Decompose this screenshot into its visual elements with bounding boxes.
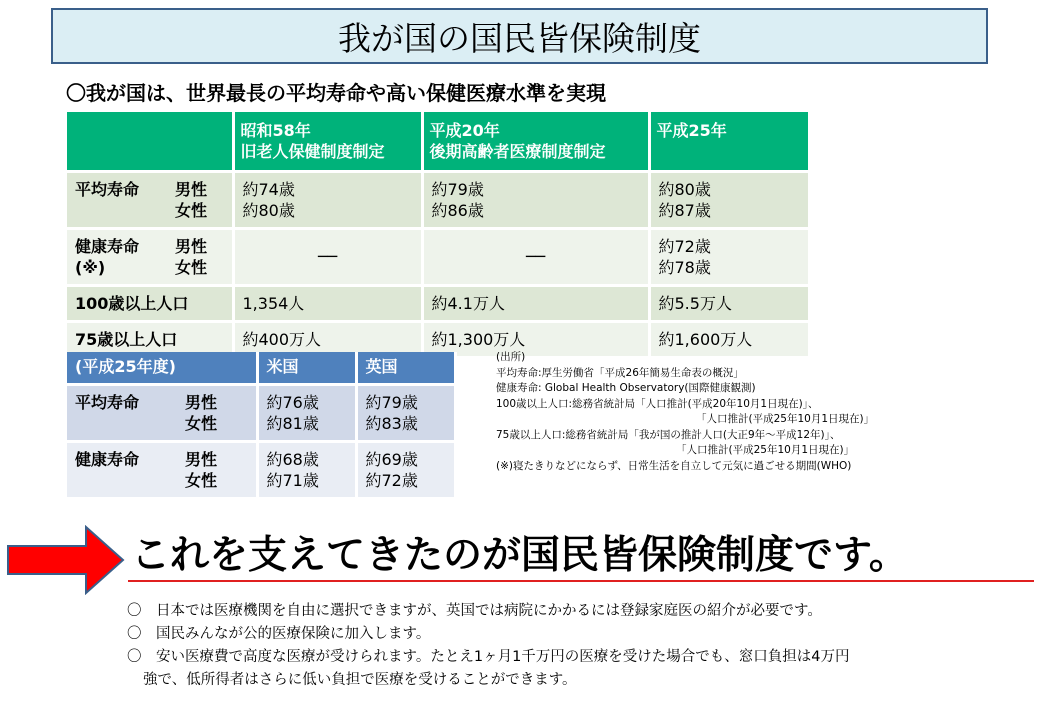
subtitle: 〇我が国は、世界最長の平均寿命や高い保健医療水準を実現 bbox=[66, 81, 606, 105]
list-item: 〇 安い医療費で高度な医療が受けられます。たとえ1ヶ月1千万円の医療を受けた場合でも、窓口負担は4万円 bbox=[127, 649, 850, 665]
table-cell: 約79歳 約86歳 bbox=[422, 172, 649, 229]
right-arrow-icon bbox=[6, 525, 126, 595]
table-cell: 約76歳 約81歳 bbox=[257, 384, 356, 441]
table2-header-label: (平成25年度) bbox=[67, 352, 257, 384]
table-cell: 約68歳 約71歳 bbox=[257, 441, 356, 498]
table-row bbox=[67, 229, 809, 286]
table-cell: ── bbox=[422, 229, 649, 286]
table2-header-us: 米国 bbox=[257, 352, 356, 384]
table1-header-corner bbox=[67, 112, 233, 172]
row-label: 平均寿命 男性 女性 bbox=[67, 172, 233, 229]
table-cell: 約72歳 約78歳 bbox=[649, 229, 809, 286]
table-cell: 1,354人 bbox=[233, 286, 422, 322]
table1-header-col1: 昭和58年 旧老人保健制度制定 bbox=[233, 112, 422, 172]
list-item: 強で、低所得者はさらに低い負担で医療を受けることができます。 bbox=[143, 672, 577, 688]
table-cell: 約5.5万人 bbox=[649, 286, 809, 322]
table-cell: 約400万人 bbox=[233, 322, 422, 358]
life-expectancy-table bbox=[67, 112, 811, 359]
table-cell: 約79歳 約83歳 bbox=[356, 384, 455, 441]
list-item: 〇 国民みんなが公的医療保険に加入します。 bbox=[127, 626, 431, 642]
table2-header-uk: 英国 bbox=[356, 352, 455, 384]
table-cell: ── bbox=[233, 229, 422, 286]
table1-header-col3: 平成25年 bbox=[649, 112, 809, 172]
table-row bbox=[67, 286, 809, 322]
notes-list bbox=[127, 600, 1027, 692]
table-row bbox=[67, 384, 455, 441]
table-cell: 約80歳 約87歳 bbox=[649, 172, 809, 229]
row-label: 100歳以上人口 bbox=[67, 286, 233, 322]
table-cell: 約1,600万人 bbox=[649, 322, 809, 358]
table1-header-col2: 平成20年 後期高齢者医療制度制定 bbox=[422, 112, 649, 172]
row-label: 健康寿命 男性 (※) 女性 bbox=[67, 229, 233, 286]
table-cell: 約74歳 約80歳 bbox=[233, 172, 422, 229]
row-label: 平均寿命 男性 女性 bbox=[67, 384, 257, 441]
table-cell: 約69歳 約72歳 bbox=[356, 441, 455, 498]
row-label: 75歳以上人口 bbox=[67, 322, 233, 358]
table-row bbox=[67, 441, 455, 498]
list-item: 〇 日本では医療機関を自由に選択できますが、英国では病院にかかるには登録家庭医の紹介が必要です。 bbox=[127, 603, 822, 619]
slogan: これを支えてきたのが国民皆保険制度です。 bbox=[131, 533, 908, 578]
table-cell: 約1,300万人 bbox=[422, 322, 649, 358]
title-box bbox=[51, 8, 988, 64]
table-cell: 約4.1万人 bbox=[422, 286, 649, 322]
slogan-underline bbox=[128, 580, 1034, 582]
page-title: 我が国の国民皆保険制度 bbox=[338, 18, 701, 58]
international-comparison-table bbox=[67, 352, 457, 500]
sources-note: (出所) 平均寿命:厚生労働省「平成26年簡易生命表の概況」 健康寿命: Global Health Observatory(国際健康観測) 100歳以上人口:総務省統計局「人口推計(平成20年10月1日現在)」、 「人口推計(平成25年10月1日現在)」 75歳以上人口:総務省統計局「我が国の推計人口(大正9年～平成12年)」、 「人口推計(平成25年10月1日現在)」 (※)寝たきりなどにならず、日常生活を自立して元気に過ごせる期間(WHO) bbox=[496, 351, 875, 472]
row-label: 健康寿命 男性 女性 bbox=[67, 441, 257, 498]
table-row bbox=[67, 172, 809, 229]
